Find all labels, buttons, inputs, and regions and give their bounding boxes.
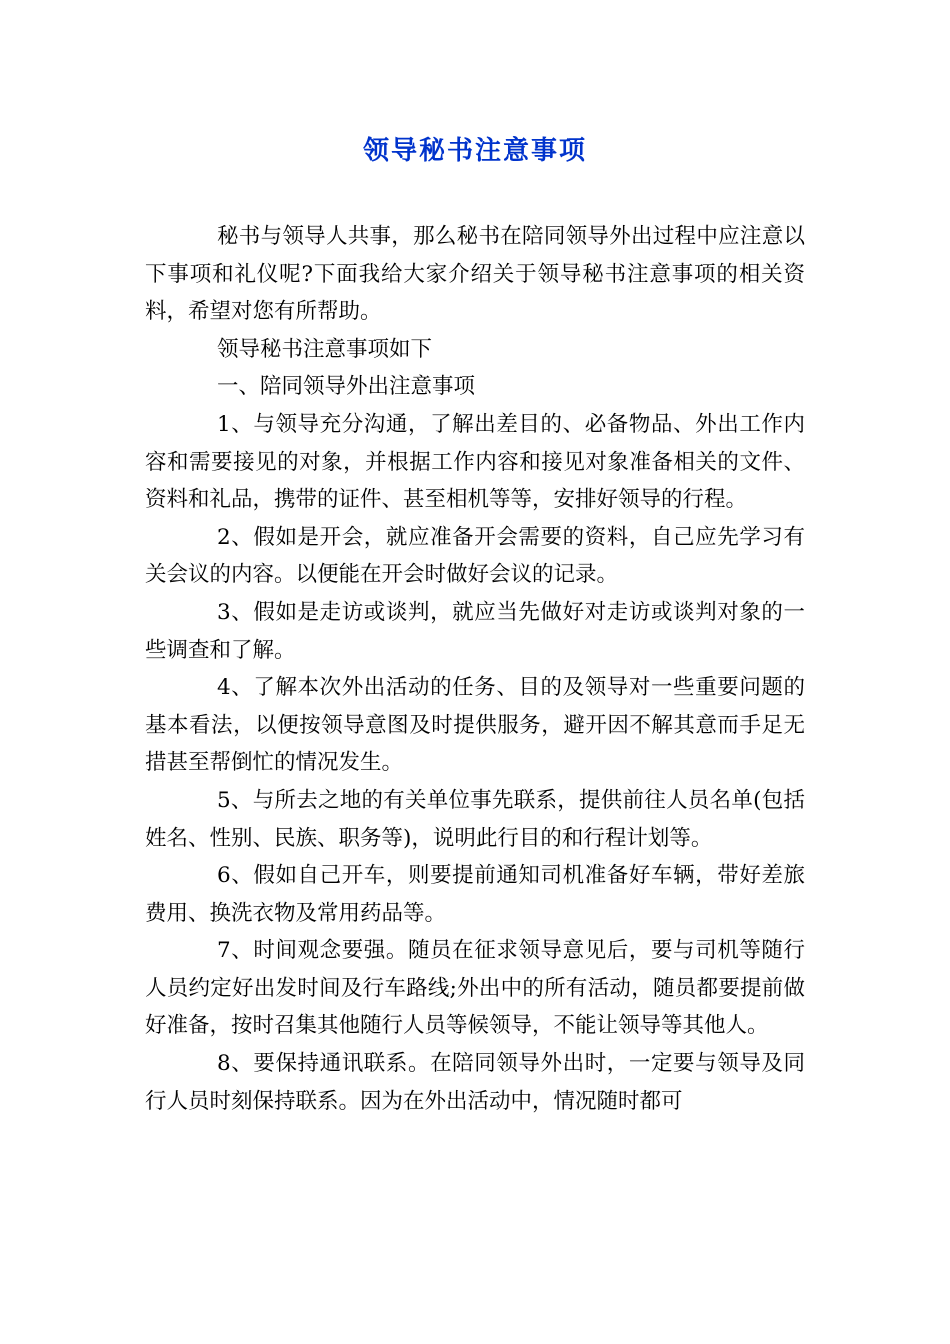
- document-body: [145, 218, 805, 1120]
- paragraph-item-4: 4、了解本次外出活动的任务、目的及领导对一些重要问题的基本看法，以便按领导意图及时提供服务，避开因不解其意而手足无措甚至帮倒忙的情况发生。: [145, 675, 805, 776]
- paragraph-item-6: 6、假如自己开车，则要提前通知司机准备好车辆，带好差旅费用、换洗衣物及常用药品等。: [145, 863, 805, 926]
- section-heading-1: 一、陪同领导外出注意事项: [217, 374, 476, 400]
- paragraph-item-1: 1、与领导充分沟通，了解出差目的、必备物品、外出工作内容和需要接见的对象，并根据工作内容和接见对象准备相关的文件、资料和礼品，携带的证件、甚至相机等等，安排好领导的行程。: [145, 411, 805, 513]
- paragraph-heading-list: 领导秘书注意事项如下: [217, 336, 433, 362]
- paragraph-item-3: 3、假如是走访或谈判，就应当先做好对走访或谈判对象的一些调查和了解。: [145, 599, 805, 663]
- paragraph-item-8: 8、要保持通讯联系。在陪同领导外出时，一定要与领导及同行人员时刻保持联系。因为在外出活动中，情况随时都可: [145, 1051, 805, 1114]
- paragraph-item-5: 5、与所去之地的有关单位事先联系，提供前往人员名单(包括姓名、性别、民族、职务等)，说明此行目的和行程计划等。: [145, 787, 805, 851]
- paragraph-intro: 秘书与领导人共事，那么秘书在陪同领导外出过程中应注意以下事项和礼仪呢?下面我给大家介绍关于领导秘书注意事项的相关资料，希望对您有所帮助。: [145, 224, 805, 325]
- paragraph-item-7: 7、时间观念要强。随员在征求领导意见后，要与司机等随行人员约定好出发时间及行车路线;外出中的所有活动，随员都要提前做好准备，按时召集其他随行人员等候领导，不能让领导等其他人。: [145, 938, 805, 1039]
- paragraph-item-2: 2、假如是开会，就应准备开会需要的资料，自己应先学习有关会议的内容。以便能在开会时做好会议的记录。: [145, 524, 805, 588]
- document-title: 领导秘书注意事项: [362, 136, 587, 166]
